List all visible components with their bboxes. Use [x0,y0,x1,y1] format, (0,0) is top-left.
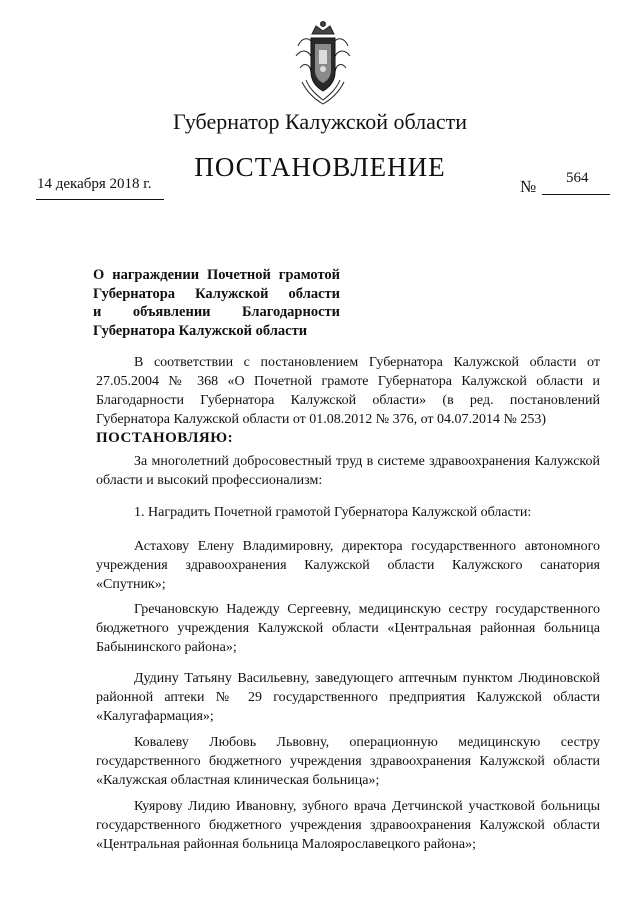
reason-block [96,452,600,490]
awardee-paragraph: Астахову Елену Владимировну, директора государственного автономного учреждения здравоохранения Калужской области Калужского санатория «Спутник»; [96,539,600,592]
reason-paragraph: За многолетний добросовестный труд в системе здравоохранения Калужской области и высокий профессионализм: [96,454,600,488]
issuing-authority: Губернатор Калужской области [172,109,468,134]
awardee-paragraph: Гречановскую Надежду Сергеевну, медицинскую сестру государственного бюджетного учреждения Калужской области «Центральная районная больница Бабынинского района»; [96,602,600,655]
awardee-entry [96,733,600,790]
item-paragraph: 1. Наградить Почетной грамотой Губернатора Калужской области: [134,505,532,520]
subject-line: Губернатора Калужской области [93,285,340,302]
awardee-entry [96,669,600,726]
awardee-paragraph: Ковалеву Любовь Львовну, операционную медицинскую сестру государственного бюджетного учреждения здравоохранения Калужской области «Калужская областная клиническая больница»; [96,735,600,788]
preamble-block [96,353,600,448]
awardee-entry [96,537,600,594]
subject-line: О награждении Почетной грамотой [93,267,340,283]
awardee-paragraph: Куярову Лидию Ивановну, зубного врача Детчинской участковой больницы государственного бюджетного учреждения здравоохранения Калужской области «Центральная районная больница Малоярославецкого района»; [96,799,600,852]
number-underline [542,194,610,195]
document-type-title: ПОСТАНОВЛЕНИЕ [194,152,446,182]
document-date: 14 декабря 2018 г. [37,176,152,192]
document-subject [93,266,340,340]
document-number: 564 [566,170,589,186]
awardee-paragraph: Дудину Татьяну Васильевну, заведующего аптечным пунктом Людиновской районной аптеки № 29 государственного предприятия Калужской области «Калугафармация»; [96,671,600,724]
subject-line: и объявлении Благодарности [93,304,340,320]
item-block [96,503,600,522]
number-label: № [520,177,537,196]
preamble-paragraph: В соответствии с постановлением Губернатора Калужской области от 27.05.2004 № 368 «О Почетной грамоте Губернатора Калужской области и Благодарности Губернатора Калужской области» (в ред. постановлений Губернатора Калужской области от 01.08.2012 № 376, от 04.07.2014 № 253) [96,355,600,427]
subject-line: Губернатора Калужской области [93,322,308,339]
awardee-entry [96,600,600,657]
coat-of-arms-emblem [292,20,354,106]
awardee-entry [96,797,600,854]
decree-heading: ПОСТАНОВЛЯЮ: [96,430,234,446]
date-underline [36,199,164,200]
